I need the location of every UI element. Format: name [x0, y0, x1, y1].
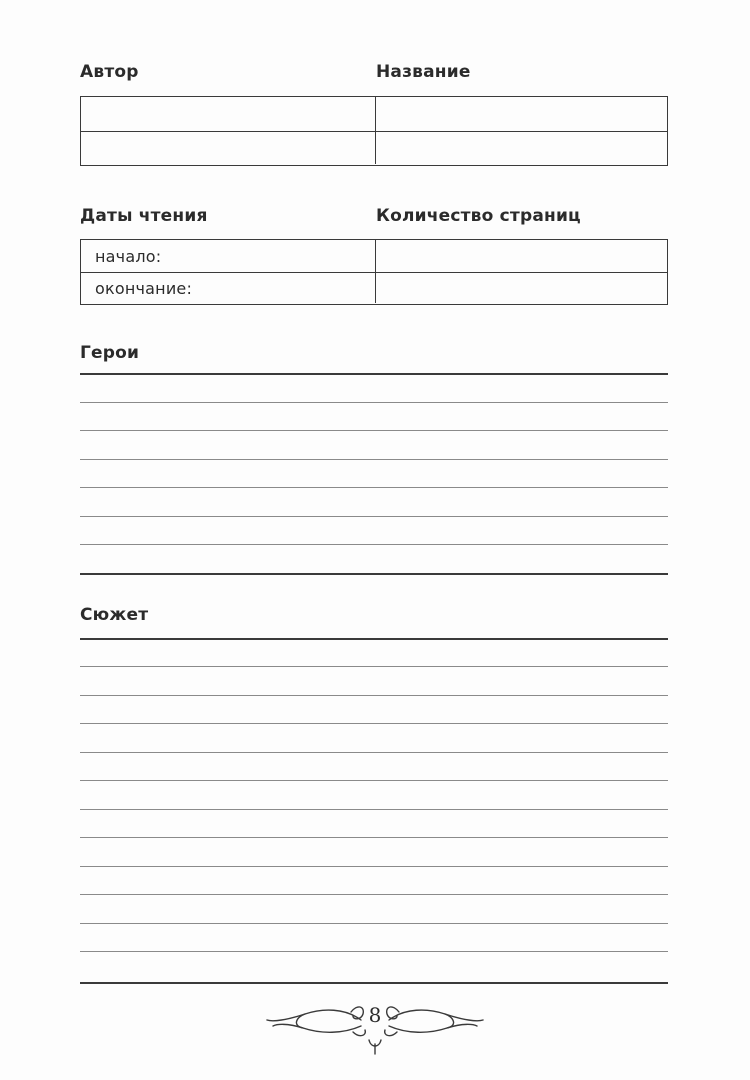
page-number: 8	[368, 1003, 382, 1027]
plot-label: Сюжет	[80, 605, 149, 625]
title-cell-1[interactable]	[376, 97, 667, 131]
characters-line-8[interactable]	[80, 573, 668, 575]
characters-line-1[interactable]	[80, 373, 668, 375]
start-date-cell[interactable]	[81, 240, 376, 272]
characters-line-4[interactable]	[80, 459, 668, 460]
author-title-row-2	[81, 131, 667, 164]
characters-line-3[interactable]	[80, 430, 668, 431]
reading-dates-label: Даты чтения	[80, 206, 208, 226]
plot-line-1[interactable]	[80, 638, 668, 640]
plot-line-7[interactable]	[80, 809, 668, 810]
characters-line-7[interactable]	[80, 544, 668, 545]
characters-line-5[interactable]	[80, 487, 668, 488]
plot-line-8[interactable]	[80, 837, 668, 838]
reading-dates-table	[80, 239, 668, 305]
plot-line-13[interactable]	[80, 982, 668, 984]
plot-line-12[interactable]	[80, 951, 668, 952]
characters-line-6[interactable]	[80, 516, 668, 517]
plot-line-9[interactable]	[80, 866, 668, 867]
plot-line-4[interactable]	[80, 723, 668, 724]
author-cell-1[interactable]	[81, 97, 376, 131]
title-label: Название	[376, 62, 471, 82]
start-row	[81, 240, 667, 272]
author-title-row-1	[81, 97, 667, 131]
plot-line-6[interactable]	[80, 780, 668, 781]
author-title-table	[80, 96, 668, 166]
start-date-label: начало:	[95, 246, 162, 266]
characters-label: Герои	[80, 343, 140, 363]
end-row	[81, 272, 667, 303]
plot-line-5[interactable]	[80, 752, 668, 753]
plot-line-2[interactable]	[80, 666, 668, 667]
page-count-label: Количество страниц	[376, 206, 581, 226]
title-cell-2[interactable]	[376, 132, 667, 164]
page-count-cell-1[interactable]	[376, 240, 667, 272]
plot-line-11[interactable]	[80, 923, 668, 924]
plot-line-10[interactable]	[80, 894, 668, 895]
end-date-label: окончание:	[95, 278, 193, 298]
end-date-cell[interactable]	[81, 273, 376, 303]
characters-line-2[interactable]	[80, 402, 668, 403]
plot-line-3[interactable]	[80, 695, 668, 696]
page-count-cell-2[interactable]	[376, 273, 667, 303]
author-cell-2[interactable]	[81, 132, 376, 164]
author-label: Автор	[80, 62, 139, 82]
